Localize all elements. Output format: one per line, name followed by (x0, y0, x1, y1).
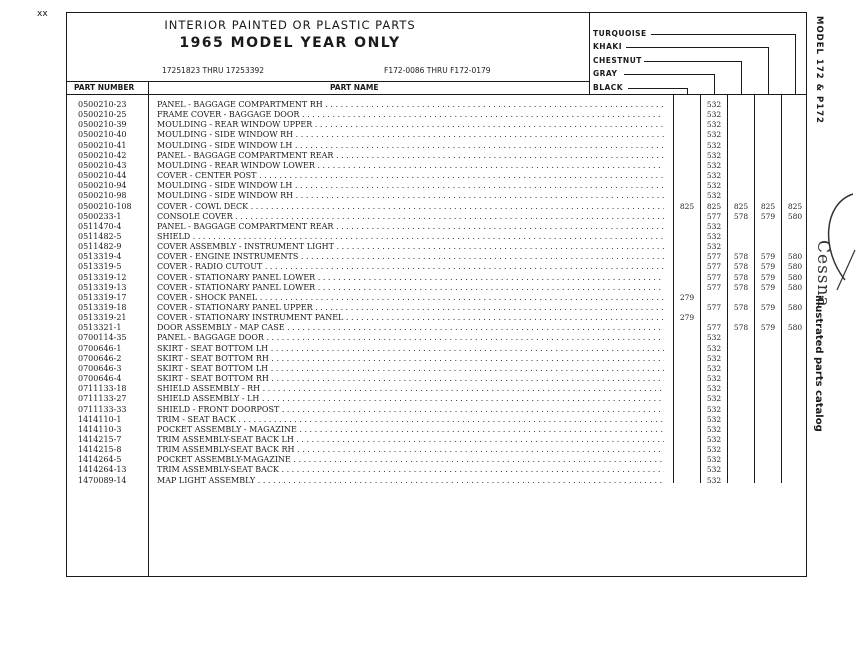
color-code-cell: 532 (706, 130, 722, 140)
part-name-cell: SHIELD . . . (157, 232, 664, 242)
part-name-cell: CONSOLE COVER . . . (157, 212, 664, 222)
table-row (0, 303, 868, 313)
color-code-cell: 580 (787, 303, 803, 312)
table-row (0, 374, 868, 384)
table-row (0, 191, 868, 201)
part-number-cell: 1414110-3 (78, 424, 122, 434)
color-code-cell: 532 (706, 475, 722, 485)
table-row (0, 141, 868, 151)
turquoise-leader-h (651, 34, 795, 35)
part-name-cell: MOULDING - REAR WINDOW LOWER . . . (157, 161, 664, 171)
part-name-header: PART NAME (330, 83, 379, 92)
table-row (0, 252, 868, 262)
part-number-cell: 0711133-33 (78, 404, 127, 414)
color-code-cell: 580 (787, 211, 803, 221)
table-row (0, 171, 868, 181)
color-code-cell: 532 (706, 150, 722, 160)
table-row (0, 293, 868, 303)
part-name-cell: POCKET ASSEMBLY-MAGAZINE . . . (157, 455, 664, 465)
part-number-cell: 0500210-98 (78, 191, 127, 201)
color-label-gray: GRAY (593, 69, 618, 78)
color-label-chestnut: CHESTNUT (593, 56, 642, 65)
table-row (0, 323, 868, 333)
part-number-cell: 0513319-13 (78, 282, 127, 292)
part-name-cell: SKIRT - SEAT BOTTOM RH . . . (157, 374, 664, 384)
color-code-cell: 532 (706, 465, 722, 475)
part-number-cell: 0500210-39 (78, 120, 127, 130)
turquoise-leader-v (795, 34, 796, 94)
color-code-cell: 532 (706, 140, 722, 150)
part-name-cell: PANEL - BAGGAGE DOOR . . . (157, 333, 664, 343)
color-code-cell: 579 (760, 211, 776, 221)
color-code-cell: 825 (760, 201, 776, 211)
part-name-cell: DOOR ASSEMBLY - MAP CASE . . . (157, 323, 664, 333)
table-row (0, 354, 868, 364)
chestnut-leader-h (644, 61, 741, 62)
part-number-cell: 0711133-18 (78, 384, 127, 394)
table-row (0, 425, 868, 435)
color-code-cell: 580 (787, 282, 803, 292)
color-label-khaki: KHAKI (593, 42, 622, 51)
color-code-cell: 580 (787, 272, 803, 282)
color-code-cell: 532 (706, 160, 722, 170)
color-code-cell: 580 (787, 252, 803, 262)
color-code-cell: 825 (679, 201, 695, 211)
table-row (0, 110, 868, 120)
color-code-cell: 578 (733, 262, 749, 272)
part-number-cell: 0500210-40 (78, 130, 127, 140)
part-name-cell: COVER - STATIONARY PANEL LOWER . . . (157, 283, 664, 293)
table-row (0, 313, 868, 323)
part-name-cell: TRIM ASSEMBLY-SEAT BACK RH . . . (157, 445, 664, 455)
table-row (0, 435, 868, 445)
cessna-logo-text: Cessna (813, 240, 833, 308)
part-name-cell: SKIRT - SEAT BOTTOM LH . . . (157, 364, 664, 374)
title-divider (589, 12, 590, 94)
serial-range-2: F172-0086 THRU F172-0179 (384, 66, 491, 75)
table-row (0, 273, 868, 283)
color-code-cell: 532 (706, 231, 722, 241)
part-number-cell: 1470089-14 (78, 475, 127, 485)
color-label-black: BLACK (593, 83, 624, 92)
table-row (0, 120, 868, 130)
color-code-cell: 532 (706, 455, 722, 465)
table-row (0, 476, 868, 486)
part-name-cell: COVER - RADIO CUTOUT . . . (157, 262, 664, 272)
table-row (0, 344, 868, 354)
table-row (0, 445, 868, 455)
table-row (0, 283, 868, 293)
part-number-cell: 0500210-108 (78, 201, 132, 211)
color-code-cell: 532 (706, 445, 722, 455)
color-code-cell: 579 (760, 303, 776, 312)
part-name-cell: TRIM ASSEMBLY-SEAT BACK . . . (157, 465, 664, 475)
part-number-cell: 0511482-9 (78, 242, 122, 252)
table-row (0, 161, 868, 171)
part-number-cell: 0511482-5 (78, 231, 122, 241)
color-label-turquoise: TURQUOISE (593, 29, 647, 38)
part-number-cell: 0513321-1 (78, 323, 122, 333)
part-number-cell: 0500210-94 (78, 181, 127, 191)
color-code-cell: 578 (733, 323, 749, 333)
khaki-leader-v (768, 47, 769, 94)
color-code-cell: 532 (706, 191, 722, 201)
part-name-cell: MOULDING - REAR WINDOW UPPER . . . (157, 120, 664, 130)
color-code-cell: 580 (787, 262, 803, 272)
color-code-cell: 532 (706, 333, 722, 343)
color-code-cell: 577 (706, 211, 722, 221)
part-name-cell: SKIRT - SEAT BOTTOM LH . . . (157, 344, 664, 354)
table-row (0, 242, 868, 252)
color-code-cell: 532 (706, 424, 722, 434)
table-row (0, 333, 868, 343)
table-row (0, 222, 868, 232)
table-row (0, 202, 868, 212)
color-code-cell: 579 (760, 252, 776, 262)
table-row (0, 384, 868, 394)
table-row (0, 405, 868, 415)
part-number-cell: 1414110-1 (78, 414, 122, 424)
color-code-cell: 580 (787, 323, 803, 333)
color-code-cell: 825 (706, 201, 722, 211)
part-number-cell: 1414215-8 (78, 445, 122, 455)
part-name-cell: COVER ASSEMBLY - INSTRUMENT LIGHT . . . (157, 242, 664, 252)
color-code-cell: 579 (760, 272, 776, 282)
color-code-cell: 532 (706, 242, 722, 252)
color-code-cell: 532 (706, 110, 722, 120)
part-name-cell: COVER - SHOCK PANEL . . . (157, 293, 664, 303)
page-title: INTERIOR PAINTED OR PLASTIC PARTS (164, 18, 416, 32)
part-name-cell: COVER - STATIONARY PANEL LOWER . . . (157, 273, 664, 283)
part-number-cell: 0513319-4 (78, 252, 122, 262)
serial-range-1: 17251823 THRU 17253392 (162, 66, 265, 75)
part-number-cell: 0500210-43 (78, 160, 127, 170)
color-code-cell: 578 (733, 211, 749, 221)
part-number-cell: 0513319-5 (78, 262, 122, 272)
chestnut-leader-v (741, 61, 742, 94)
color-code-cell: 532 (706, 353, 722, 363)
color-code-cell: 532 (706, 384, 722, 394)
table-row (0, 262, 868, 272)
gray-leader-h (624, 74, 714, 75)
header-top-rule (66, 81, 590, 82)
header-bottom-rule (66, 94, 807, 95)
part-number-cell: 0500210-23 (78, 100, 127, 109)
color-code-cell: 577 (706, 272, 722, 282)
table-row (0, 130, 868, 140)
side-model-label: MODEL 172 & P172 (814, 16, 824, 124)
part-number-cell: 0500210-41 (78, 140, 127, 150)
part-name-cell: SHIELD - FRONT DOORPOST . . . (157, 405, 664, 415)
part-number-cell: 0513319-21 (78, 313, 127, 323)
part-number-cell: 1414264-5 (78, 455, 122, 465)
part-name-cell: SKIRT - SEAT BOTTOM RH . . . (157, 354, 664, 364)
part-name-cell: COVER - ENGINE INSTRUMENTS . . . (157, 252, 664, 262)
color-code-cell: 579 (760, 323, 776, 333)
part-name-cell: MOULDING - SIDE WINDOW RH . . . (157, 130, 664, 140)
color-code-cell: 279 (679, 292, 695, 302)
part-name-cell: PANEL - BAGGAGE COMPARTMENT REAR . . . (157, 222, 664, 232)
table-row (0, 465, 868, 475)
part-number-cell: 1414215-7 (78, 434, 122, 444)
color-code-cell: 532 (706, 363, 722, 373)
color-code-cell: 532 (706, 414, 722, 424)
color-code-cell: 578 (733, 252, 749, 262)
color-code-cell: 532 (706, 434, 722, 444)
part-number-cell: 0500233-1 (78, 211, 122, 221)
table-row (0, 364, 868, 374)
color-code-cell: 279 (679, 313, 695, 323)
part-name-cell: COVER - CENTER POST . . . (157, 171, 664, 181)
color-code-cell: 532 (706, 374, 722, 384)
part-number-cell: 0700646-4 (78, 374, 122, 384)
page-subtitle: 1965 MODEL YEAR ONLY (179, 35, 401, 51)
color-code-cell: 825 (787, 201, 803, 211)
color-code-cell: 577 (706, 323, 722, 333)
color-code-cell: 579 (760, 282, 776, 292)
gray-leader-v (714, 74, 715, 94)
part-number-cell: 0500210-25 (78, 110, 127, 120)
color-code-cell: 532 (706, 404, 722, 414)
color-code-cell: 578 (733, 303, 749, 312)
part-name-cell: TRIM ASSEMBLY-SEAT BACK LH . . . (157, 435, 664, 445)
part-number-cell: 0500210-44 (78, 171, 127, 181)
table-row (0, 181, 868, 191)
part-number-cell: 0700646-1 (78, 343, 122, 353)
part-number-cell: 0513319-18 (78, 303, 127, 312)
part-name-cell: COVER - STATIONARY PANEL UPPER . . . (157, 303, 664, 313)
part-number-cell: 1414264-13 (78, 465, 127, 475)
color-code-cell: 577 (706, 262, 722, 272)
color-code-cell: 577 (706, 282, 722, 292)
part-name-cell: SHIELD ASSEMBLY - LH . . . (157, 394, 664, 404)
part-number-cell: 0511470-4 (78, 221, 122, 231)
table-row (0, 455, 868, 465)
table-row (0, 394, 868, 404)
black-leader-h (628, 88, 687, 89)
color-code-cell: 577 (706, 252, 722, 262)
color-code-cell: 578 (733, 272, 749, 282)
table-row (0, 232, 868, 242)
part-number-cell: 0700646-2 (78, 353, 122, 363)
part-name-cell: MOULDING - SIDE WINDOW LH . . . (157, 141, 664, 151)
part-name-cell: POCKET ASSEMBLY - MAGAZINE . . . (157, 425, 664, 435)
part-name-cell: FRAME COVER - BAGGAGE DOOR . . . (157, 110, 664, 120)
part-name-cell: SHIELD ASSEMBLY - RH . . . (157, 384, 664, 394)
color-code-cell: 579 (760, 262, 776, 272)
part-name-cell: MAP LIGHT ASSEMBLY . . . (157, 476, 664, 486)
table-row (0, 212, 868, 222)
part-number-cell: 0700114-35 (78, 333, 127, 343)
page-number: xx (37, 9, 48, 19)
side-catalog-label: illustrated parts catalog (813, 295, 824, 432)
part-name-cell: MOULDING - SIDE WINDOW LH . . . (157, 181, 664, 191)
part-name-cell: PANEL - BAGGAGE COMPARTMENT REAR . . . (157, 151, 664, 161)
part-name-cell: COVER - STATIONARY INSTRUMENT PANEL . . . (157, 313, 664, 323)
table-row (0, 415, 868, 425)
part-name-cell: MOULDING - SIDE WINDOW RH . . . (157, 191, 664, 201)
black-leader-v (687, 88, 688, 94)
color-code-cell: 532 (706, 394, 722, 404)
color-code-cell: 532 (706, 221, 722, 231)
table-row (0, 151, 868, 161)
color-code-cell: 577 (706, 303, 722, 312)
color-code-cell: 532 (706, 171, 722, 181)
part-name-cell: PANEL - BAGGAGE COMPARTMENT RH . . . (157, 100, 664, 110)
part-number-cell: 0513319-17 (78, 292, 127, 302)
color-code-cell: 532 (706, 100, 722, 109)
part-name-cell: COVER - COWL DECK . . . (157, 202, 664, 212)
part-number-cell: 0500210-42 (78, 150, 127, 160)
part-number-cell: 0700646-3 (78, 363, 122, 373)
color-code-cell: 532 (706, 343, 722, 353)
color-code-cell: 532 (706, 120, 722, 130)
part-number-cell: 0513319-12 (78, 272, 127, 282)
table-row (0, 100, 868, 110)
part-number-header: PART NUMBER (74, 83, 135, 92)
color-code-cell: 532 (706, 181, 722, 191)
part-name-cell: TRIM - SEAT BACK . . . (157, 415, 664, 425)
part-number-cell: 0711133-27 (78, 394, 127, 404)
color-code-cell: 825 (733, 201, 749, 211)
khaki-leader-h (626, 47, 768, 48)
color-code-cell: 578 (733, 282, 749, 292)
